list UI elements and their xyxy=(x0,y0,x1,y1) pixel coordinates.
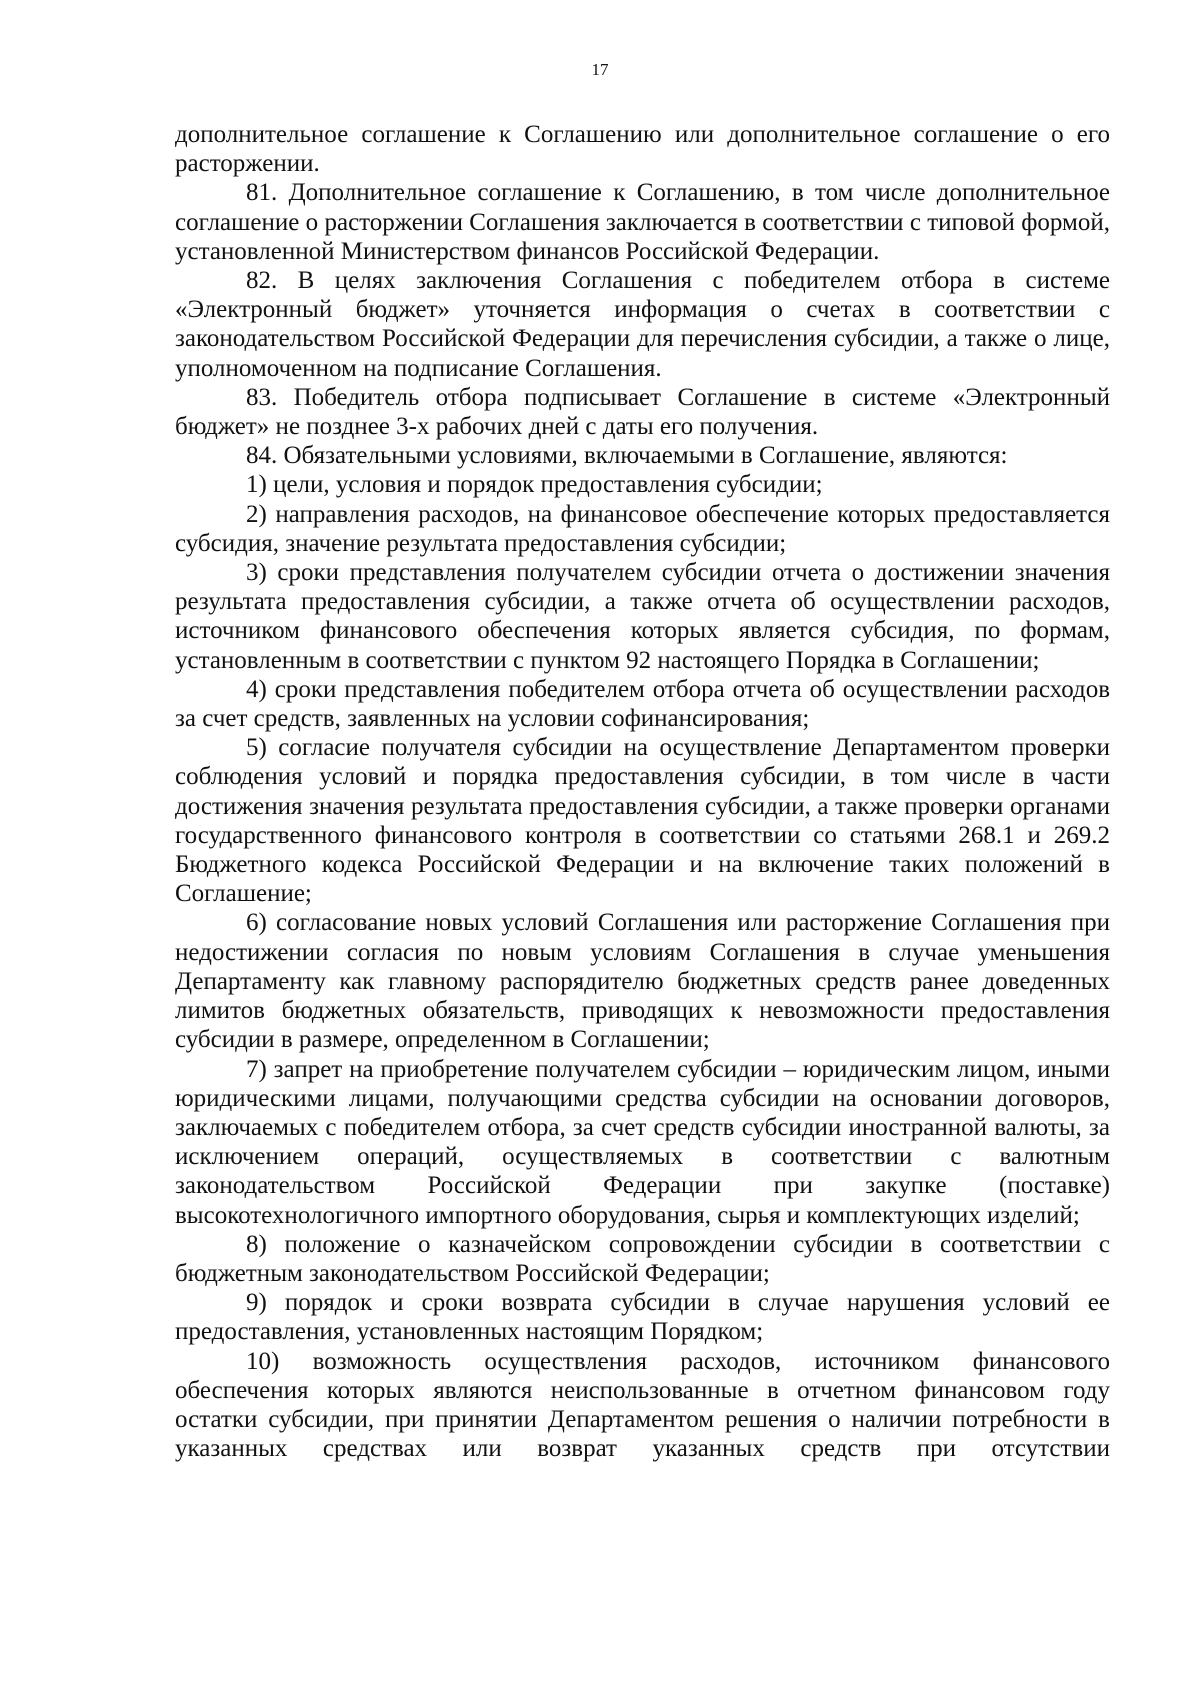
list-item: 5) согласие получателя субсидии на осуществление Департаментом проверки соблюдения условий и порядка предоставления субсидии, в том числе в части достижения значения результата предоставления субсидии, а также проверки органами государственного финансового контроля в соответствии со статьями 268.1 и 269.2 Бюджетного кодекса Российской Федерации и на включение таких положений в Соглашение; xyxy=(175,734,1110,908)
list-item: 9) порядок и сроки возврата субсидии в случае нарушения условий ее предоставления, установленных настоящим Порядком; xyxy=(175,1289,1110,1346)
paragraph: 84. Обязательными условиями, включаемыми в Соглашение, являются: xyxy=(246,442,1008,470)
list-item: 7) запрет на приобретение получателем субсидии – юридическим лицом, иными юридическими лицами, получающими средства субсидии на основании договоров, заключаемых с победителем отбора, за счет средств субсидии иностранной валюты, за исключением операций, осуществляемых в соответствии с валютным законодательством Российской Федерации при закупке (поставке) высокотехнологичного импортного оборудования, сырья и комплектующих изделий; xyxy=(175,1055,1110,1229)
paragraph: дополнительное соглашение к Соглашению или дополнительное соглашение о его расторжении. xyxy=(175,121,1110,178)
paragraph: 82. В целях заключения Соглашения с победителем отбора в системе «Электронный бюджет» уточняется информация о счетах в соответствии с законодательством Российской Федерации для перечисления субсидии, а также о лице, уполномоченном на подписание Соглашения. xyxy=(175,267,1110,382)
list-item: 1) цели, условия и порядок предоставления субсидии; xyxy=(246,471,823,499)
list-item: 4) сроки представления победителем отбора отчета об осуществлении расходов за счет средств, заявленных на условии софинансирования; xyxy=(175,675,1110,733)
page-number: 17 xyxy=(591,60,609,79)
list-item: 6) согласование новых условий Соглашения или расторжение Соглашения при недостижении согласия по новым условиям Соглашения в случае уменьшения Департаменту как главному распорядителю бюджетных средств ранее доведенных лимитов бюджетных обязательств, приводящих к невозможности предоставления субсидии в размере, определенном в Соглашении; xyxy=(175,909,1110,1054)
document-body xyxy=(175,120,1110,1463)
list-item: 10) возможность осуществления расходов, источником финансового обеспечения которых являются неиспользованные в отчетном финансовом году остатки субсидии, при принятии Департаментом решения о наличии потребности в указанных средствах или возврат указанных средств при отсутствии xyxy=(175,1347,1110,1463)
list-item: 3) сроки представления получателем субсидии отчета о достижении значения результата предоставления субсидии, а также отчета об осуществлении расходов, источником финансового обеспечения которых является субсидия, по формам, установленным в соответствии с пунктом 92 настоящего Порядка в Соглашении; xyxy=(175,559,1110,674)
paragraph: 83. Победитель отбора подписывает Соглашение в системе «Электронный бюджет» не позднее 3-х рабочих дней с даты его получения. xyxy=(175,383,1110,441)
list-item: 2) направления расходов, на финансовое обеспечение которых предоставляется субсидия, значение результата предоставления субсидии; xyxy=(175,500,1110,557)
list-item: 8) положение о казначейском сопровождении субсидии в соответствии с бюджетным законодательством Российской Федерации; xyxy=(175,1230,1110,1287)
paragraph: 81. Дополнительное соглашение к Соглашению, в том числе дополнительное соглашение о расторжении Соглашения заключается в соответствии с типовой формой, установленной Министерством финансов Российской Федерации. xyxy=(175,179,1110,265)
